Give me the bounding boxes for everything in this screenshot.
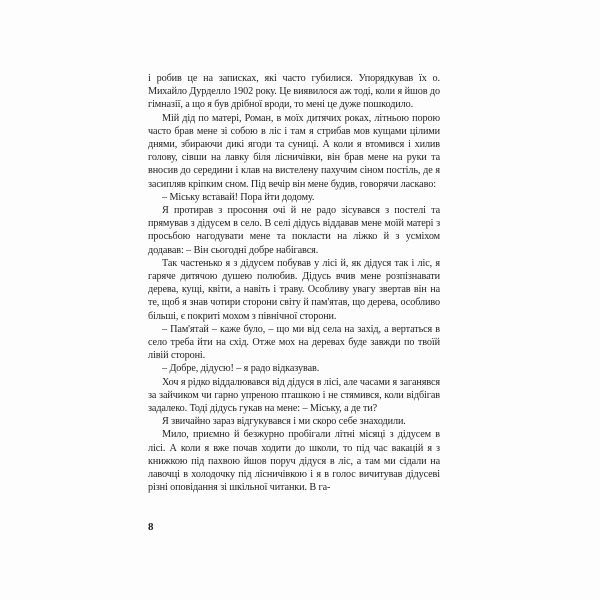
paragraph-6: – Пам'ятай – каже було, – що ми від села на захід, а вертаться в село треба йти на схід. Отже мох на деревах буде завжди по твоїй лівій стороні. <box>148 323 440 362</box>
page-number: 8 <box>148 521 154 533</box>
paragraph-7: – Добре, дідусю! – я радо відказував. <box>162 363 320 375</box>
page-text <box>148 72 440 495</box>
paragraph-9: Я звичайно зараз відгукувався і ми скоро себе знаходили. <box>162 416 406 428</box>
paragraph-2: Мій дід по матері, Роман, в моїх дитячих роках, літньою порою часто брав мене зі собою в ліс і там я стрибав мов кущами цілими днями, збираючи дикі ягоди та суниці. А коли я втомився і хилив голову, сівши на лавку біля лісничівки, він брав мене на руки та вносив до середини і клав на вистелену пахучим сіном постіль, де я засипляв кріпким сном. Під вечір він мене будив, говорячи ласкаво: <box>148 112 440 190</box>
paragraph-3: – Міську вставай! Пора йти додому. <box>162 191 315 203</box>
paragraph-5: Так частенько я з дідусем побував у лісі й, як дідуся так і ліс, я гаряче дитячою душею полюбив. Дідусь вчив мене розпізнавати дерева, кущі, квіти, а навіть і траву. Особливу увагу звертав він на те, щоб я знав чотири сторони світу й пам'ятав, що дерева, особливо більші, є покриті мохом з північної сторони. <box>148 257 440 322</box>
paragraph-8: Хоч я рідко віддалювався від дідуся в лісі, але часами я заганявся за зайчиком чи гарно упреною пташкою і не стямився, коли відбігав задалеко. Тоді дідусь гукав на мене: – Міську, а де ти? <box>148 376 440 415</box>
paragraph-10: Мило, приємно й безжурно пробігали літні місяці з дідусем в лісі. А коли я вже почав ходити до школи, то під час вакацій я з книжкою під пахвою йшов поруч дідуся в ліс, а там ми сідали на лавочці в холодочку під лісничівкою і я в голос вичитував дідусеві різні оповідання зі шкільної читанки. В га- <box>148 429 440 494</box>
paragraph-4: Я протирав з просоння очі й не радо зісувався з постелі та прямував з дідусем в село. В селі дідусь віддавав мене моїй матері з просьбою нагодувати мене та покласти на ліжко й з усміхом додавав: – Він сьогодні добре набігався. <box>148 205 440 256</box>
paragraph-1: і робив це на записках, які часто губилися. Упорядкував їх о. Михайло Дурделло 1902 року. Це виявилося аж тоді, коли я йшов до гімназії, а що я був дрібної вроди, то мені це дуже пошкодило. <box>148 73 440 111</box>
